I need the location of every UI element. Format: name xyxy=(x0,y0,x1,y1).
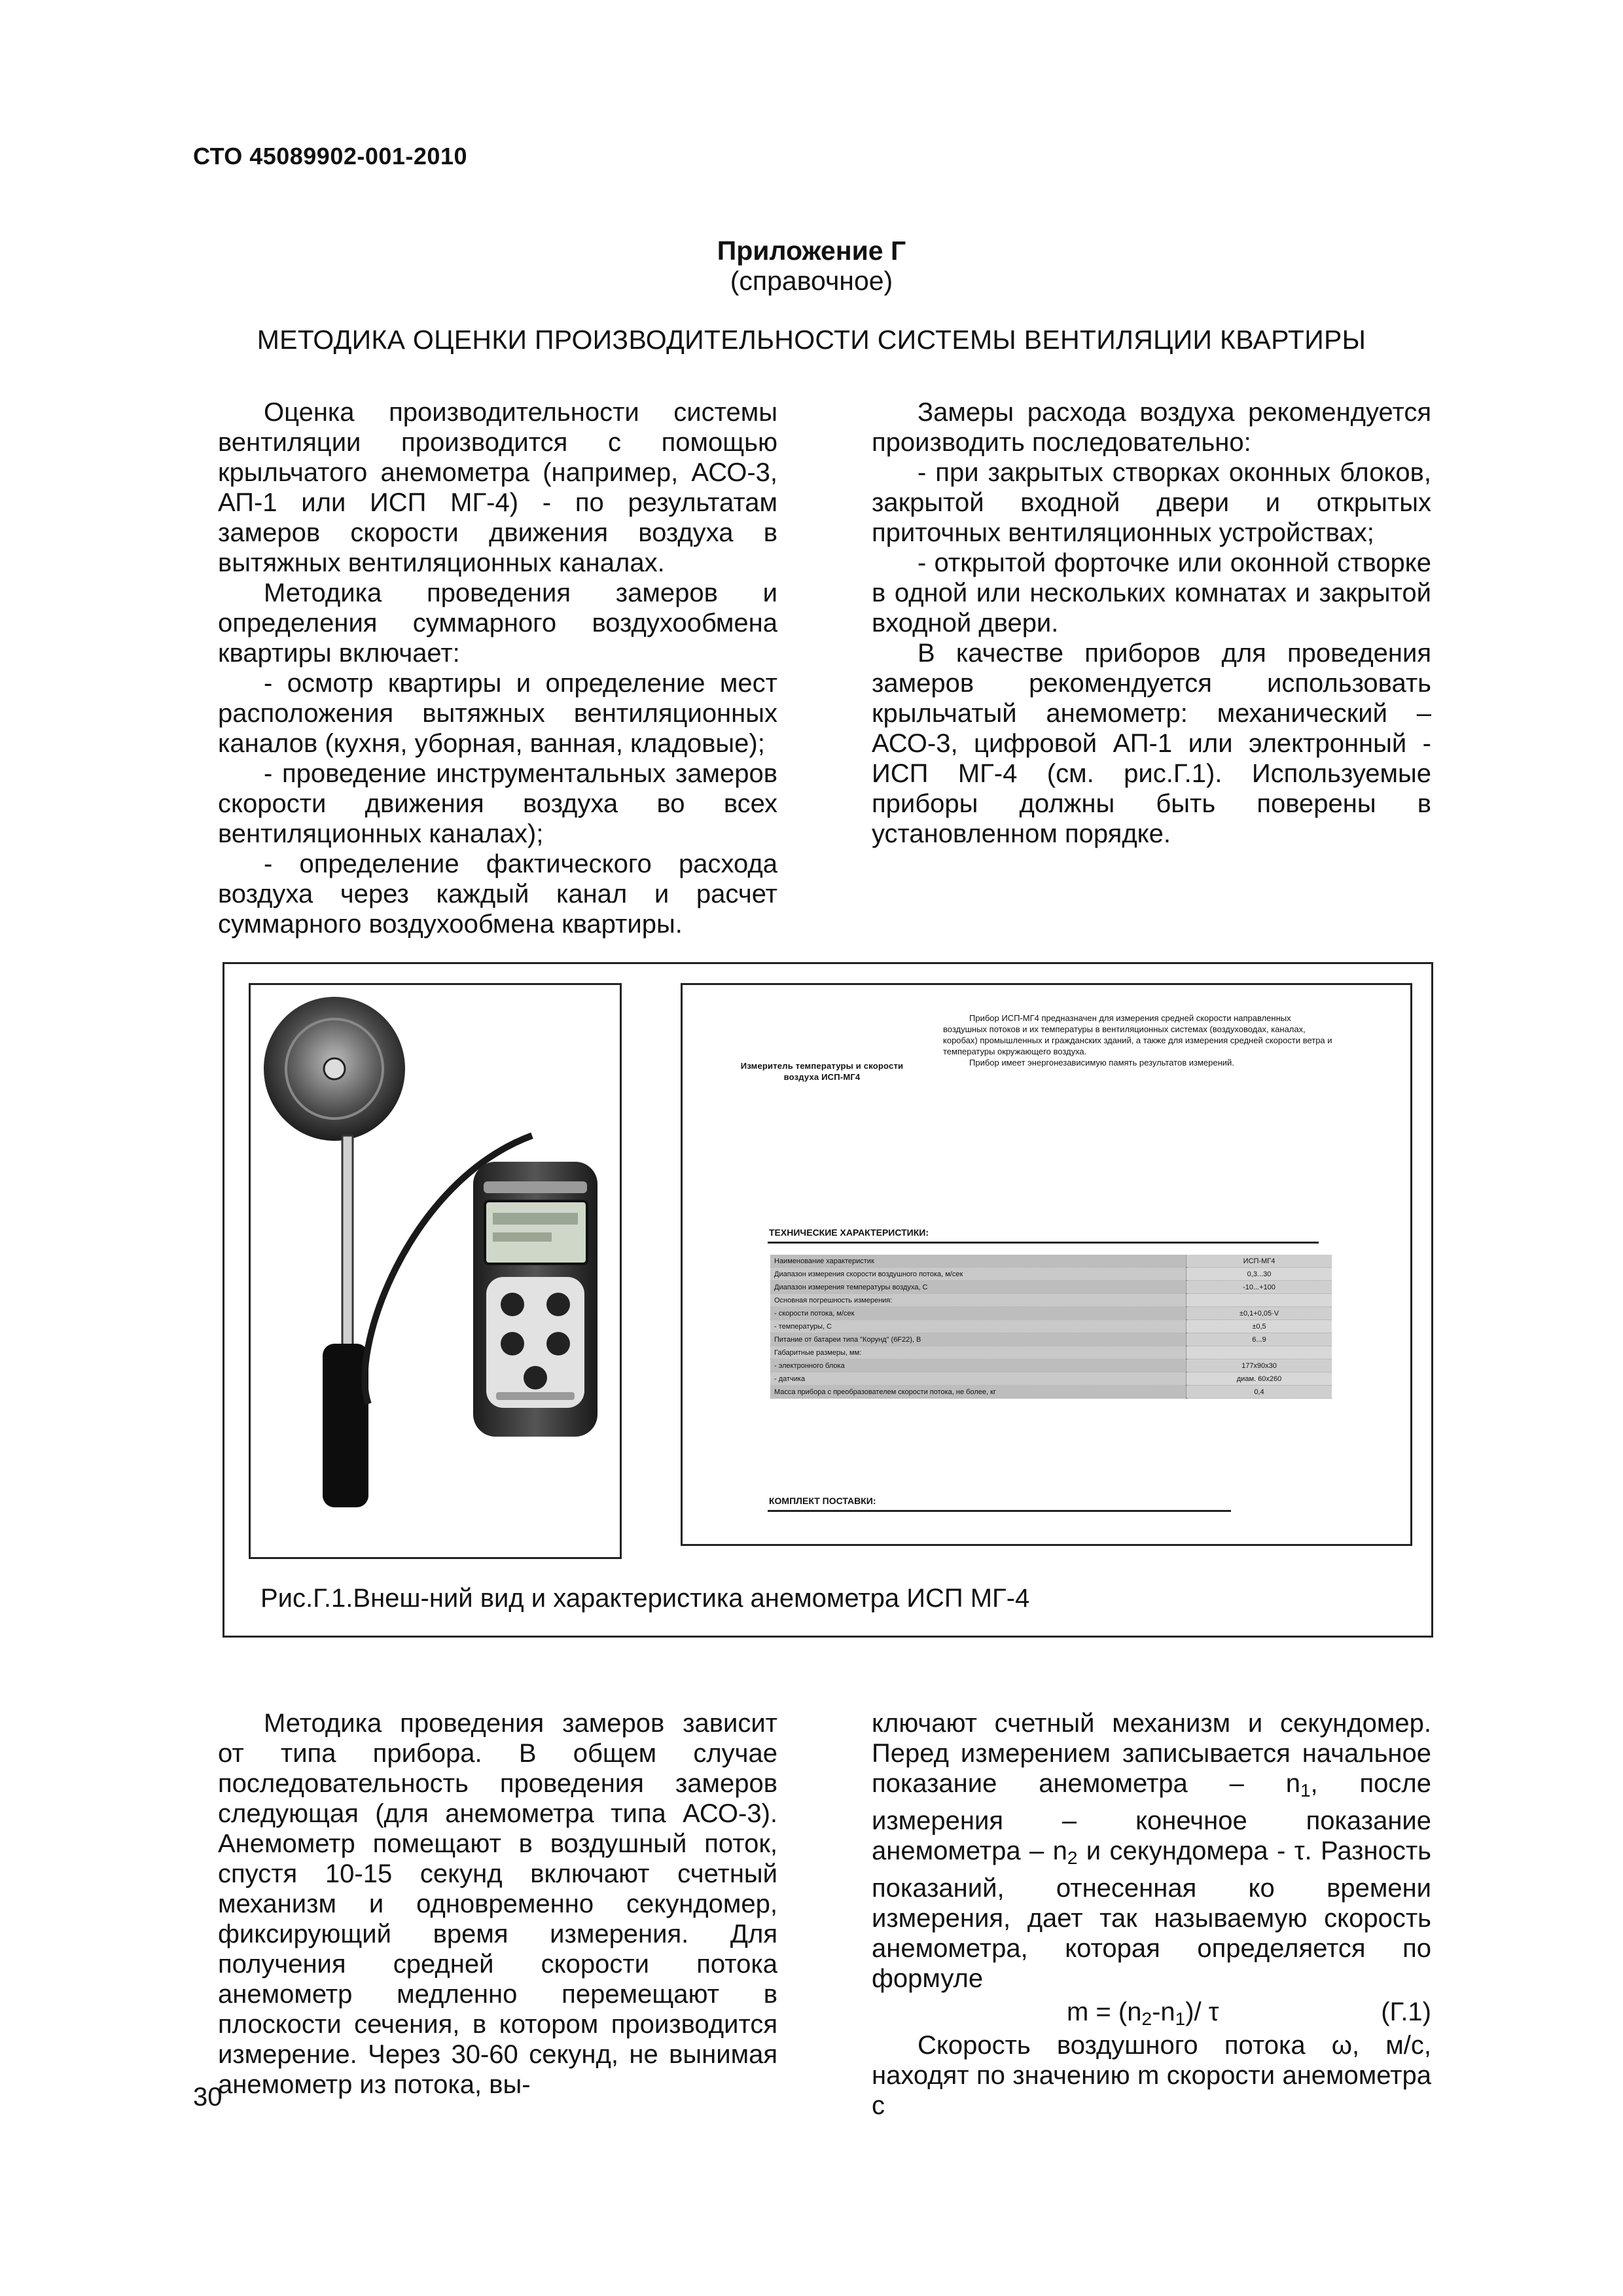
probe-rod xyxy=(342,1136,353,1345)
device-description xyxy=(943,1013,1336,1068)
spec-name: Наименование характеристик xyxy=(770,1255,1186,1268)
spec-value: 0,3...30 xyxy=(1186,1268,1332,1281)
table-row xyxy=(770,1281,1332,1294)
anemometer-photo xyxy=(249,983,622,1559)
figure-caption: Рис.Г.1.Внеш-ний вид и характеристика анемометра ИСП МГ-4 xyxy=(260,1584,1030,1613)
spec-name: Габаритные размеры, мм: xyxy=(770,1346,1186,1359)
spec-name: Диапазон измерения температуры воздуха, С xyxy=(770,1281,1186,1294)
spec-value: ±0,1+0,05·V xyxy=(1186,1307,1332,1320)
list-item: - осмотр квартиры и определение мест расположения вытяжных вентиляционных каналов (кухня, уборная, ванная, кладовые); xyxy=(218,669,777,758)
description-text: Прибор ИСП-МГ4 предназначен для измерения средней скорости направленных воздушных потоков и их температуры в вентиляционных системах (воздуховодах, каналах, коробах) промышленных и гражданских зданий, а также для измерения средней скорости ветра и температуры окружающего воздуха. xyxy=(943,1013,1332,1056)
kit-heading: КОМПЛЕКТ ПОСТАВКИ: xyxy=(769,1496,876,1506)
paragraph: Методика проведения замеров зависит от типа прибора. В общем случае последовательность проведения замеров следующая (для анемометра типа АСО-3). Анемометр помещают в воздушный поток, спустя 10-15 секунд включают счетный механизм и одновременно секундомер, фиксирующий время измерения. Для получения средней скорости потока анемометр медленно перемещают в плоскости сечения, в котором производится измерение. Через 30-60 секунд, не вынимая анемометр из потока, вы- xyxy=(218,1709,777,2099)
spec-name: Основная погрешность измерения: xyxy=(770,1294,1186,1307)
table-row xyxy=(770,1320,1332,1333)
list-item: - при закрытых створках оконных блоков, закрытой входной двери и открытых приточных вентиляционных устройствах; xyxy=(872,458,1431,547)
appendix-subtitle: (справочное) xyxy=(730,266,893,296)
table-row xyxy=(770,1333,1332,1346)
specification-sheet xyxy=(681,983,1412,1546)
table-row xyxy=(770,1255,1332,1268)
spec-name: Диапазон измерения скорости воздушного потока, м/сек xyxy=(770,1268,1186,1281)
paragraph: Скорость воздушного потока ω, м/с, находят по значению m скорости анемометра с xyxy=(872,2031,1431,2120)
spec-name: - температуры, С xyxy=(770,1320,1186,1333)
left-column xyxy=(218,397,777,939)
bottom-right-column xyxy=(872,1708,1431,2121)
page-number: 30 xyxy=(193,2083,223,2111)
spec-value: ±0,5 xyxy=(1186,1320,1332,1333)
table-row xyxy=(770,1386,1332,1399)
spec-value: 6...9 xyxy=(1186,1333,1332,1346)
spec-value: ИСП-МГ4 xyxy=(1186,1255,1332,1268)
list-item: - определение фактического расхода воздуха через каждый канал и расчет суммарного воздухообмена квартиры. xyxy=(218,850,777,939)
list-item: - проведение инструментальных замеров скорости движения воздуха во всех вентиляционных каналах); xyxy=(218,759,777,848)
document-code: СТО 45089902-001-2010 xyxy=(193,143,467,170)
appendix-title: Приложение Г xyxy=(717,236,906,266)
main-title: МЕТОДИКА ОЦЕНКИ ПРОИЗВОДИТЕЛЬНОСТИ СИСТЕМЫ ВЕНТИЛЯЦИИ КВАРТИРЫ xyxy=(257,325,1366,355)
spec-name: - скорости потока, м/сек xyxy=(770,1307,1186,1320)
paragraph: ключают счетный механизм и секундомер. Перед измерением записывается начальное показание анемометра – $n_1$, после измерения – конечное показание анемометра – $n_2$ и секундомера - τ. Разность показаний, отнесенная ко времени измерения, дает так называемую скорость анемометра, которая определяется по формуле xyxy=(872,1709,1431,1993)
paragraph: Оценка производительности системы вентиляции производится с помощью крыльчатого анемометра (например, АСО-3, АП-1 или ИСП МГ-4) - по результатам замеров скорости движения воздуха в вытяжных вентиляционных каналах. xyxy=(218,398,777,577)
spec-name: Питание от батареи типа "Корунд" (6F22), В xyxy=(770,1333,1186,1346)
formula xyxy=(872,1994,1431,2030)
description-text: Прибор имеет энергонезависимую память результатов измерений. xyxy=(969,1058,1234,1067)
spec-value xyxy=(1186,1294,1332,1307)
divider xyxy=(768,1510,1231,1512)
anemometer-illustration xyxy=(251,985,620,1557)
formula-expression: $m = (n_2-n_1)/$ τ xyxy=(1067,1998,1219,2029)
spec-value xyxy=(1186,1346,1332,1359)
spec-name: - датчика xyxy=(770,1372,1186,1386)
right-column xyxy=(872,397,1431,849)
spec-table xyxy=(770,1255,1332,1399)
spec-value: 177х90х30 xyxy=(1186,1359,1332,1372)
table-row xyxy=(770,1307,1332,1320)
formula-number: (Г.1) xyxy=(1381,1998,1431,2026)
table-row xyxy=(770,1346,1332,1359)
paragraph: Методика проведения замеров и определения суммарного воздухообмена квартиры включает: xyxy=(218,579,777,668)
paragraph: В качестве приборов для проведения замеров рекомендуется использовать крыльчатый анемометр: механический – АСО-3, цифровой АП-1 или электронный - ИСП МГ-4 (см. рис.Г.1). Используемые приборы должны быть поверены в установленном порядке. xyxy=(872,639,1431,848)
list-item: - открытой форточке или оконной створке в одной или нескольких комнатах и закрытой входной двери. xyxy=(872,548,1431,637)
paragraph: Замеры расхода воздуха рекомендуется производить последовательно: xyxy=(872,398,1431,457)
table-row xyxy=(770,1372,1332,1386)
tech-heading: ТЕХНИЧЕСКИЕ ХАРАКТЕРИСТИКИ: xyxy=(769,1227,929,1238)
spec-name: Масса прибора с преобразователем скорости потока, не более, кг xyxy=(770,1386,1186,1399)
table-row xyxy=(770,1268,1332,1281)
table-row xyxy=(770,1294,1332,1307)
spec-value: 0,4 xyxy=(1186,1386,1332,1399)
bottom-left-column xyxy=(218,1708,777,2100)
spec-name: - электронного блока xyxy=(770,1359,1186,1372)
divider xyxy=(768,1242,1319,1244)
device-name: Измеритель температуры и скорости воздуха ИСП-МГ4 xyxy=(740,1061,904,1082)
spec-value: -10...+100 xyxy=(1186,1281,1332,1294)
table-row xyxy=(770,1359,1332,1372)
probe-handle xyxy=(323,1344,368,1507)
spec-value: диам. 60х260 xyxy=(1186,1372,1332,1386)
